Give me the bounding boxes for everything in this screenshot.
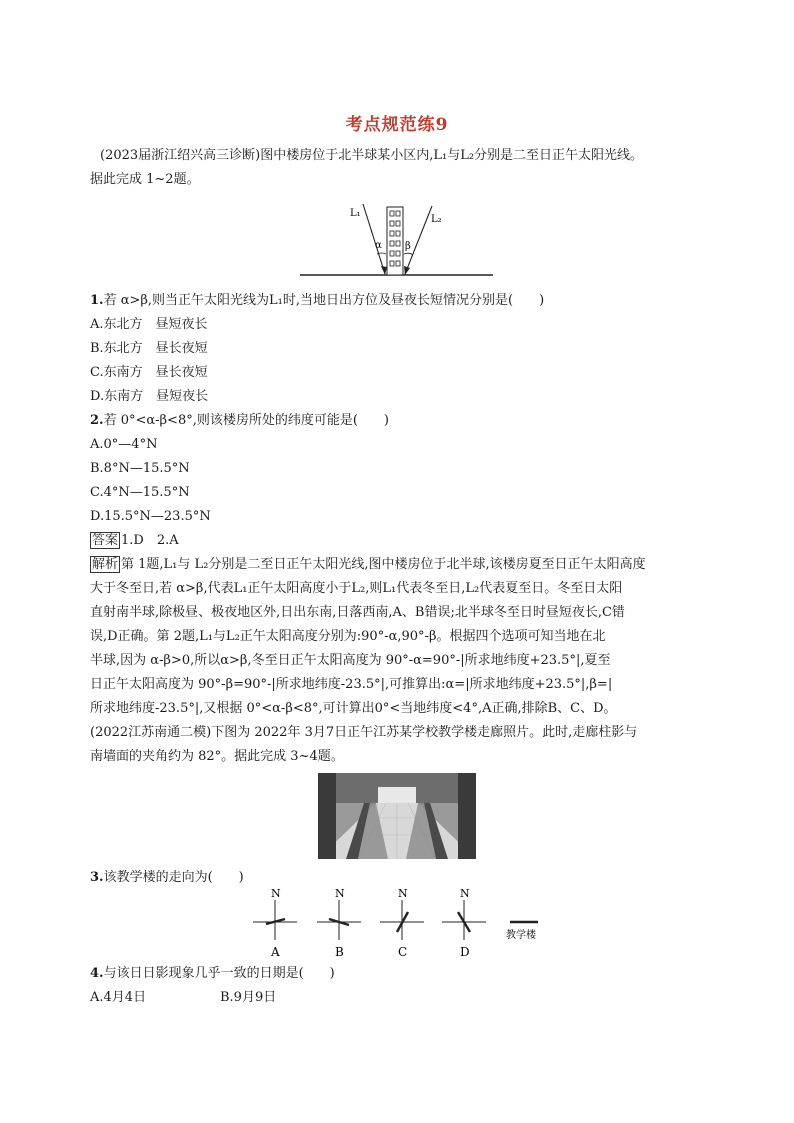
label-l1: L₁ bbox=[350, 208, 361, 219]
intro-3-line-1: (2022江苏南通二模)下图为 2022年 3月7日正午江苏某学校教学楼走廊照片。此时,走廊柱影与 bbox=[90, 725, 638, 740]
analysis-line-6: 日正午太阳高度为 90°-β=90°-|所求地纬度-23.5°|,可推算出:α=|所求地纬度+23.5°|,β=| bbox=[90, 677, 613, 692]
q4-option-b: B.9月9日 bbox=[220, 990, 277, 1005]
analysis-line-3: 直射南半球,除极昼、极夜地区外,日出东南,日落西南,A、B错误;北半球冬至日时昼短夜长,C错 bbox=[90, 605, 625, 620]
q2-option-a: A.0°—4°N bbox=[90, 437, 158, 452]
analysis-label: 解析 bbox=[92, 557, 119, 572]
analysis-text-1: 第 1题,L₁与 L₂分别是二至日正午太阳光线,图中楼房位于北半球,该楼房夏至日正午太阳高度 bbox=[121, 557, 646, 572]
answer-text: 1.D 2.A bbox=[121, 533, 179, 548]
question-2 bbox=[90, 409, 389, 433]
north-label-c: N bbox=[398, 887, 408, 900]
q2-option-d: D.15.5°N—23.5°N bbox=[90, 509, 211, 524]
analysis-line-4: 误,D正确。第 2题,L₁与L₂正午太阳高度分别为:90°-α,90°-β。根据四个选项可知当地在北 bbox=[90, 629, 606, 644]
north-label-a: N bbox=[271, 887, 281, 900]
question-1-stem: 若 α>β,则当正午太阳光线为L₁时,当地日出方位及昼夜长短情况分别是( ) bbox=[103, 293, 545, 308]
option-label-a: A bbox=[271, 945, 280, 959]
page-title: 考点规范练9 bbox=[345, 115, 449, 135]
question-2-number: 2. bbox=[90, 413, 104, 428]
q1-option-a: A.东北方 昼短夜长 bbox=[90, 317, 208, 332]
answer-label: 答案 bbox=[92, 533, 119, 548]
orientation-options-diagram bbox=[248, 884, 548, 962]
label-l2: L₂ bbox=[431, 214, 442, 225]
q2-option-c: C.4°N—15.5°N bbox=[90, 485, 190, 500]
analysis-line-5: 半球,因为 α-β>0,所以α>β,冬至日正午太阳高度为 90°-α=90°-|所求地纬度+23.5°|,夏至 bbox=[90, 653, 611, 668]
question-4-stem: 与该日日影现象几乎一致的日期是( ) bbox=[103, 966, 335, 981]
q1-option-c: C.东南方 昼长夜短 bbox=[90, 365, 208, 380]
label-beta: β bbox=[405, 241, 411, 252]
intro-1: (2023届浙江绍兴高三诊断)图中楼房位于北半球某小区内,L₁与L₂分别是二至日正午太阳光线。 bbox=[100, 148, 644, 163]
q4-option-a: A.4月4日 bbox=[90, 990, 147, 1005]
option-label-c: C bbox=[398, 945, 408, 959]
question-4-number: 4. bbox=[90, 966, 104, 981]
q1-option-b: B.东北方 昼长夜短 bbox=[90, 341, 208, 356]
question-3-number: 3. bbox=[90, 870, 104, 885]
intro-3-line-2: 南墙面的夹角约为 82°。据此完成 3~4题。 bbox=[90, 749, 344, 764]
building-sunlight-diagram bbox=[295, 198, 500, 280]
question-3 bbox=[90, 866, 244, 890]
q1-option-d: D.东南方 昼短夜长 bbox=[90, 389, 209, 404]
corridor-photo bbox=[318, 773, 476, 859]
question-2-stem: 若 0°<α-β<8°,则该楼房所处的纬度可能是( ) bbox=[103, 413, 390, 428]
answer-line bbox=[90, 529, 179, 553]
analysis-line-7: 所求地纬度-23.5°|,又根据 0°<α-β<8°,可计算出0°<当地纬度<4°,A正确,排除B、C、D。 bbox=[90, 701, 617, 716]
analysis-line-1 bbox=[90, 553, 646, 577]
north-label-b: N bbox=[335, 887, 345, 900]
option-label-b: B bbox=[335, 945, 344, 959]
option-label-d: D bbox=[460, 945, 470, 959]
north-label-d: N bbox=[460, 887, 470, 900]
intro-2: 据此完成 1~2题。 bbox=[90, 172, 200, 187]
question-3-stem: 该教学楼的走向为( ) bbox=[103, 870, 244, 885]
analysis-line-2: 大于冬至日,若 α>β,代表L₁正午太阳高度小于L₂,则L₁代表冬至日,L₂代表夏至日。冬至日太阳 bbox=[90, 581, 623, 596]
legend-label: 教学楼 bbox=[506, 930, 536, 941]
q2-option-b: B.8°N—15.5°N bbox=[90, 461, 190, 476]
question-4 bbox=[90, 962, 335, 986]
question-1-number: 1. bbox=[90, 293, 104, 308]
label-alpha: α bbox=[375, 240, 382, 251]
question-1 bbox=[90, 289, 544, 313]
